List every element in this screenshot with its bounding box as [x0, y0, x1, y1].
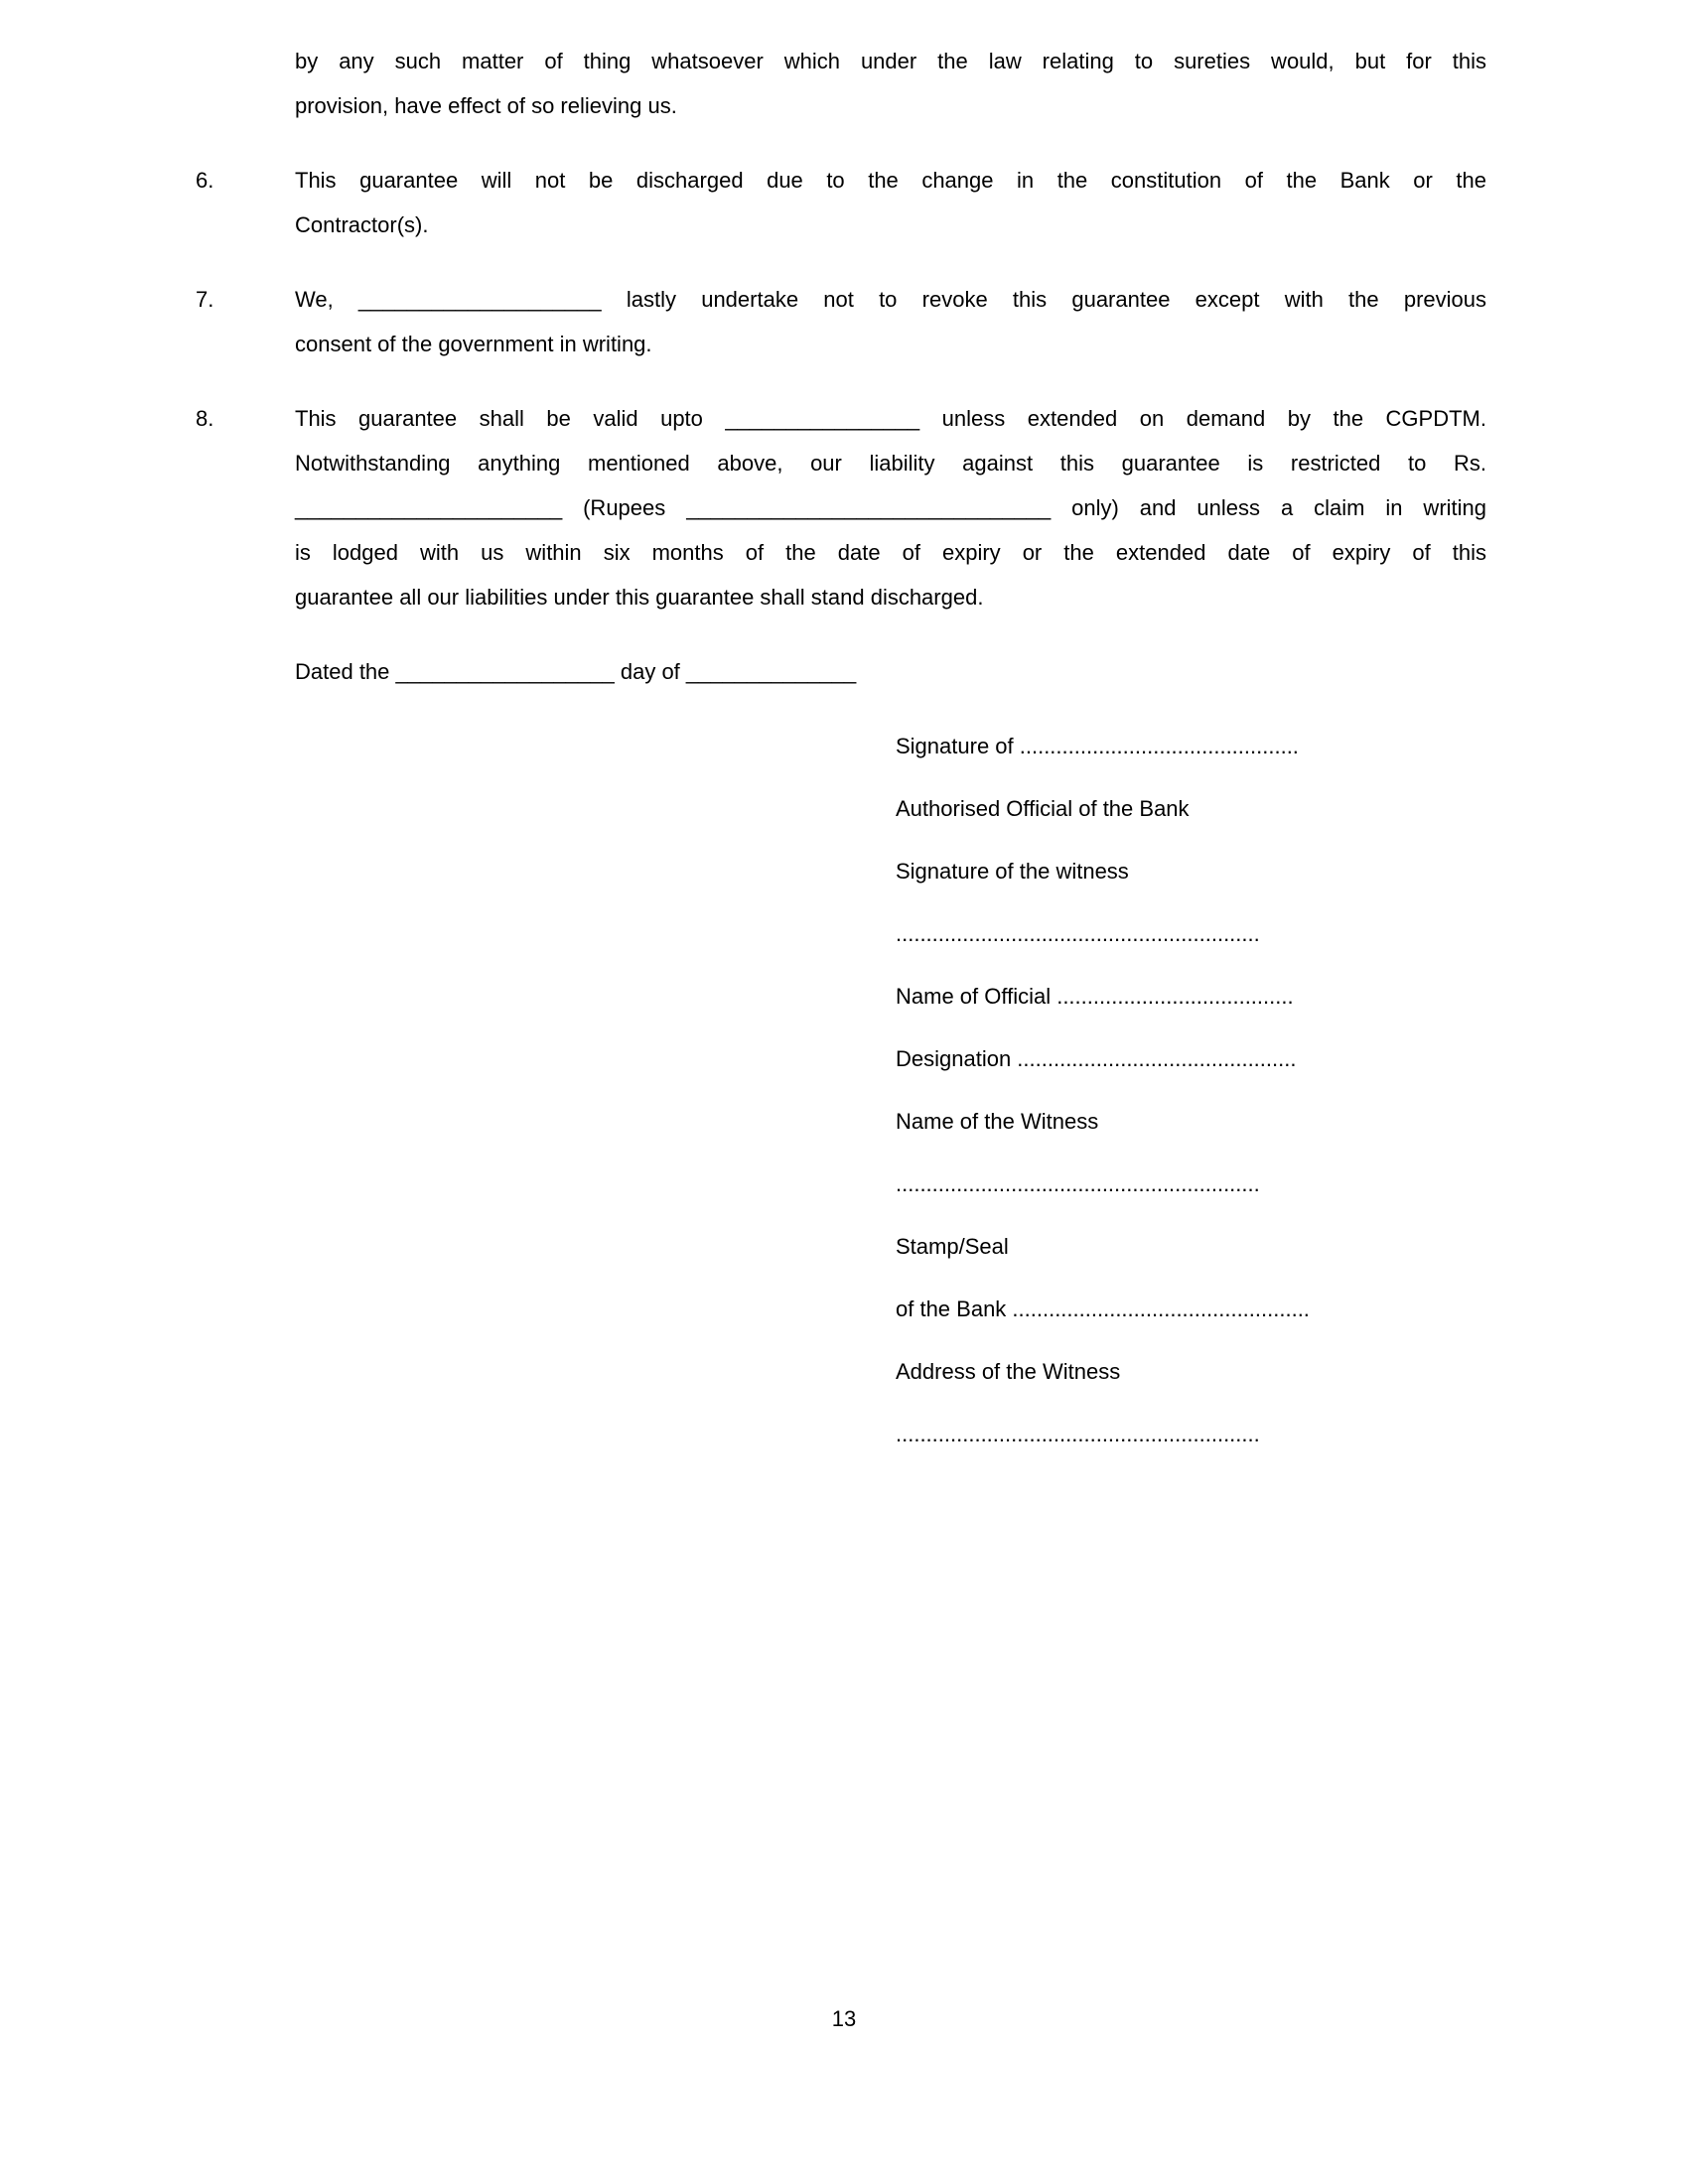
signature-line: ............................................................: [896, 921, 1260, 946]
text-line: provision, have effect of so relieving us.: [295, 93, 677, 118]
dated-line: Dated the __________________ day of ______________: [295, 659, 857, 684]
signature-line: Name of Official .......................................: [896, 984, 1294, 1009]
text-line: guarantee all our liabilities under this guarantee shall stand discharged.: [295, 585, 984, 610]
text-line: We, ____________________ lastly undertake not to revoke this guarantee except with the previous: [295, 287, 1486, 312]
paragraph-item-8: [196, 396, 1486, 619]
item-number: 8.: [196, 406, 214, 431]
signature-line: Authorised Official of the Bank: [896, 796, 1190, 821]
signature-line: ............................................................: [896, 1422, 1260, 1446]
text-line: This guarantee shall be valid upto ________________ unless extended on demand by the CGPDTM.: [295, 406, 1486, 431]
signature-line: Signature of ..............................................: [896, 734, 1299, 758]
text-line: ______________________ (Rupees ______________________________ only) and unless a claim in writing: [295, 495, 1486, 520]
text-line: This guarantee will not be discharged due to the change in the constitution of the Bank or the: [295, 168, 1486, 193]
paragraph-dated: [295, 649, 1486, 694]
signature-line: of the Bank .................................................: [896, 1297, 1310, 1321]
text-line: Notwithstanding anything mentioned above, our liability against this guarantee is restricted to Rs.: [295, 451, 1486, 476]
signature-line: ............................................................: [896, 1171, 1260, 1196]
page-number: 13: [831, 2006, 857, 2031]
item-number: 7.: [196, 287, 214, 312]
text-line: is lodged with us within six months of the date of expiry or the extended date of expiry of this: [295, 540, 1486, 565]
signature-line: Name of the Witness: [896, 1109, 1099, 1134]
signature-line: Signature of the witness: [896, 859, 1129, 884]
paragraph-continuation: [295, 39, 1486, 128]
signature-block: [896, 724, 1486, 1456]
paragraph-item-6: [196, 158, 1486, 247]
text-line: by any such matter of thing whatsoever which under the law relating to sureties would, but for this: [295, 49, 1486, 73]
text-line: consent of the government in writing.: [295, 332, 652, 356]
signature-line: Stamp/Seal: [896, 1234, 1009, 1259]
document-body: [196, 39, 1486, 1474]
text-line: Contractor(s).: [295, 212, 429, 237]
signature-line: Address of the Witness: [896, 1359, 1121, 1384]
item-number: 6.: [196, 168, 214, 193]
signature-line: Designation ..............................................: [896, 1046, 1297, 1071]
paragraph-item-7: [196, 277, 1486, 366]
